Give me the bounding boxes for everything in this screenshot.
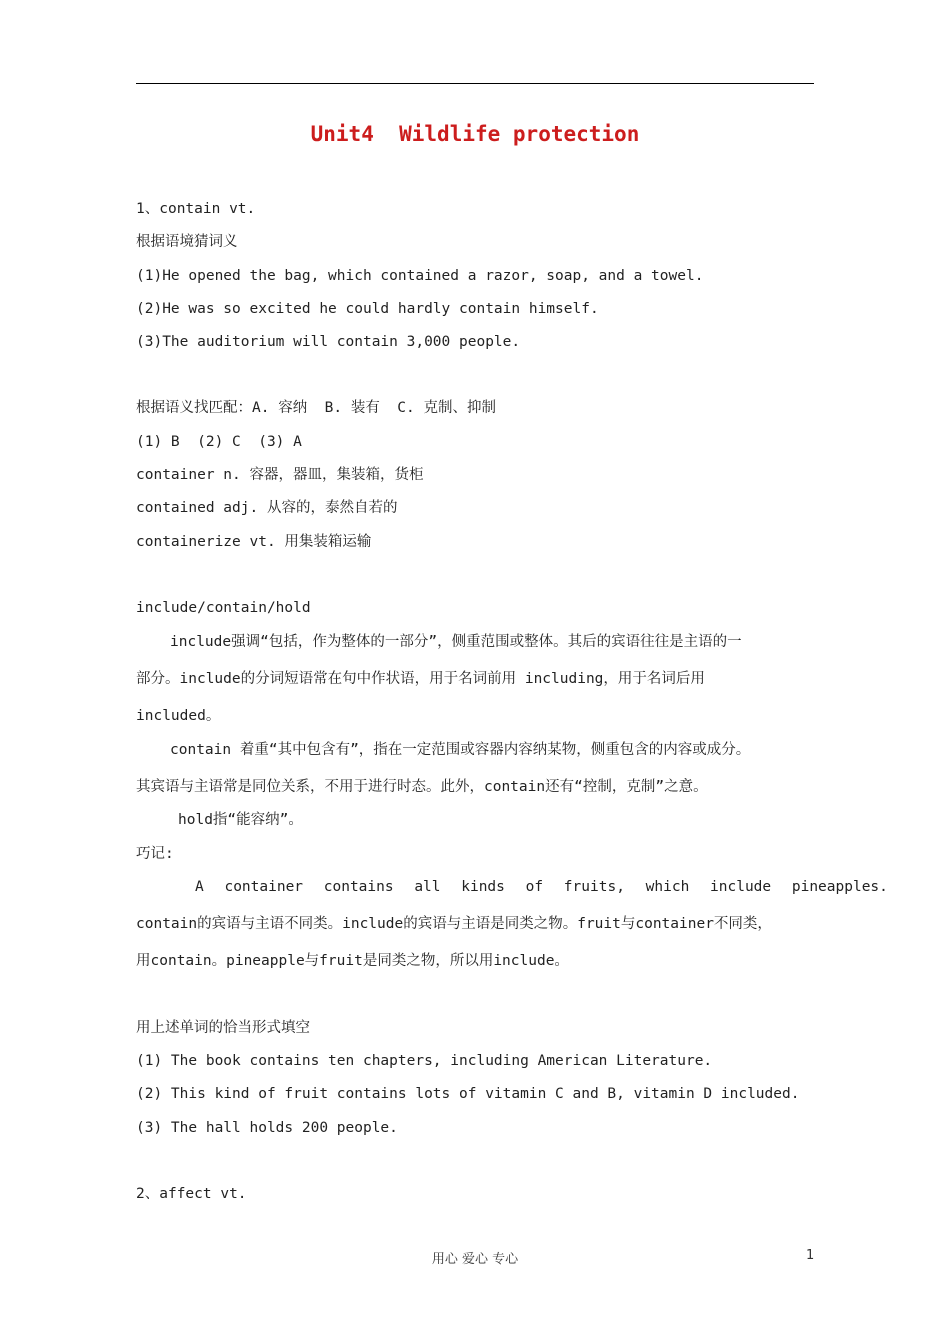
text-line: include强调“包括，作为整体的一部分”，侧重范围或整体。其后的宾语往往是主语的一 xyxy=(170,634,742,650)
text-line: 1、contain vt. xyxy=(136,201,256,217)
text-line: contain的宾语与主语不同类。include的宾语与主语是同类之物。fruit与container不同类， xyxy=(136,916,772,932)
text-line: contained adj. 从容的，泰然自若的 xyxy=(136,500,398,516)
text-line: included。 xyxy=(136,708,221,724)
text-line: (2) This kind of fruit contains lots of vitamin C and B, vitamin D included. xyxy=(136,1086,800,1102)
text-line: 根据语境猜词义 xyxy=(136,234,238,250)
text-line: (1) The book contains ten chapters, including American Literature. xyxy=(136,1053,713,1069)
text-line: include/contain/hold xyxy=(136,600,311,616)
text-line: (1)He opened the bag, which contained a razor, soap, and a towel. xyxy=(136,268,704,284)
text-line: 2、affect vt. xyxy=(136,1186,247,1202)
text-line: 巧记: xyxy=(136,846,174,862)
text-line: (1) B (2) C (3) A xyxy=(136,434,302,450)
header-rule xyxy=(136,83,814,84)
text-line: (3)The auditorium will contain 3,000 people. xyxy=(136,334,521,350)
text-line: contain 着重“其中包含有”，指在一定范围或容器内容纳某物，侧重包含的内容或成分。 xyxy=(170,742,751,758)
text-line: 用contain。pineapple与fruit是同类之物，所以用include。 xyxy=(136,953,569,969)
page-number: 1 xyxy=(806,1248,815,1263)
text-line: (2)He was so excited he could hardly contain himself. xyxy=(136,301,599,317)
text-line: 根据语义找匹配：A. 容纳 B. 装有 C. 克制、抑制 xyxy=(136,400,496,416)
footer-text: 用心 爱心 专心 xyxy=(431,1252,519,1267)
text-line: 其宾语与主语常是同位关系，不用于进行时态。此外，contain还有“控制，克制”之意。 xyxy=(136,779,708,795)
text-line: hold指“能容纳”。 xyxy=(178,812,303,828)
text-line: 部分。include的分词短语常在句中作状语，用于名词前用 including，用于名词后用 xyxy=(136,671,705,687)
text-line: (3) The hall holds 200 people. xyxy=(136,1120,398,1136)
text-line: 用上述单词的恰当形式填空 xyxy=(136,1020,310,1036)
text-line: containerize vt. 用集装箱运输 xyxy=(136,534,372,550)
text-line: A container contains all kinds of fruits, which include pineapples. xyxy=(195,879,888,895)
page-title: Unit4 Wildlife protection xyxy=(310,122,640,146)
text-line: container n. 容器，器皿，集装箱，货柜 xyxy=(136,467,424,483)
